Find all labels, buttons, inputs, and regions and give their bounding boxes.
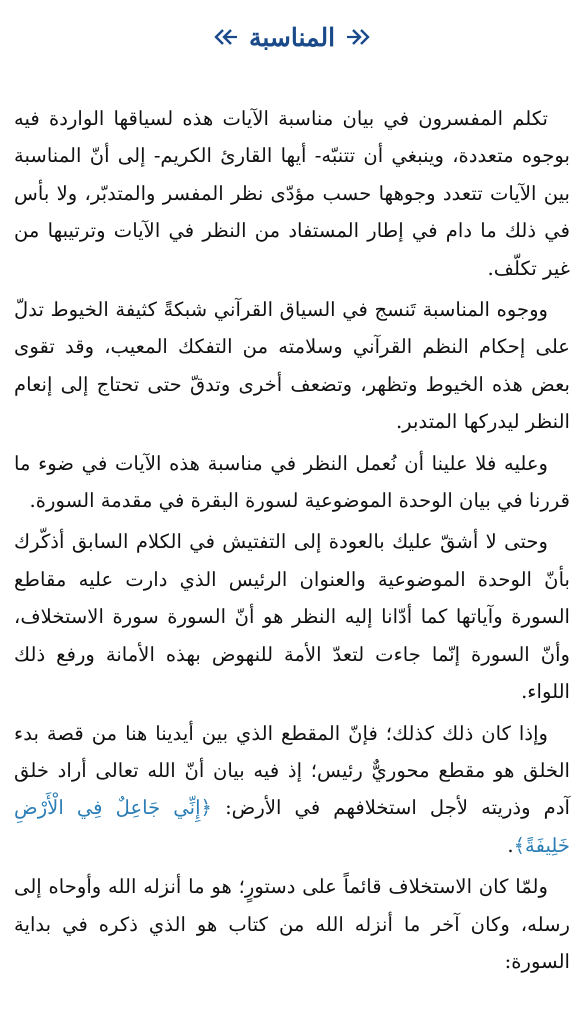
- paragraph: ووجوه المناسبة تَنسج في السياق القرآني شبكةً كثيفة الخيوط تدلّ على إحكام النظم القرآني وسلامته من التفكك المعيب، وقد تقوى بعض هذه الخيوط وتظهر، وتضعف أخرى وتدقّ حتى تحتاج إلى إنعام النظر ليدركها المتدبر.: [14, 298, 570, 434]
- paragraph: تكلم المفسرون في بيان مناسبة الآيات هذه لسياقها الواردة فيه بوجوه متعددة، وينبغي أن تتنبّه- أيها القارئ الكريم- إلى أنّ المناسبة بين الآيات تتعدد وجوهها حسب مؤدّى نظر المفسر والمتدبّر، ولا بأس في ذلك ما دام في إطار المستفاد من النظر في الآيات وترتيبها من غير تكلّف.: [14, 107, 570, 280]
- paragraph: وحتى لا أشقّ عليك بالعودة إلى التفتيش في الكلام السابق أذكّرك بأنّ الوحدة الموضوعية والعنوان الرئيس الذي دارت عليه مقاطع السورة وآياتها كما أدّانا إليه النظر هو أنّ السورة سورة الاستخلاف، وأنّ السورة إنّما جاءت لتعدّ الأمة للنهوض بهذه الأمانة ورفع ذلك اللواء.: [14, 530, 570, 704]
- body-text: [14, 100, 570, 980]
- quran-verse: ﴿إِنِّي جَاعِلٌ فِي الْأَرْضِ خَلِيفَةً﴾: [14, 796, 570, 857]
- section-title: المناسبة: [248, 22, 336, 52]
- ornament-right-icon: [345, 26, 371, 48]
- paragraph-end: .: [507, 833, 514, 857]
- section-header: [14, 0, 570, 74]
- paragraph: ولمّا كان الاستخلاف قائماً على دستورٍ؛ هو ما أنزله الله وأوحاه إلى رسله، وكان آخر ما أنزله الله من كتاب هو الذي ذكره في بداية السورة:: [14, 875, 570, 973]
- paragraph-text: وإذا كان ذلك كذلك؛ فإنّ المقطع الذي بين أيدينا هنا من قصة بدء الخلق هو مقطع محوريٌّ رئيس؛ إذ فيه بيان أنّ الله تعالى أراد خلق آدم وذريته لأجل استخلافهم في الأرض:: [14, 721, 570, 820]
- paragraph: [14, 715, 570, 865]
- ornament-left-icon: [213, 26, 239, 48]
- page: [14, 0, 570, 1024]
- paragraph: وعليه فلا علينا أن نُعمل النظر في مناسبة هذه الآيات في ضوء ما قررنا في بيان الوحدة الموضوعية لسورة البقرة في مقدمة السورة.: [14, 451, 570, 513]
